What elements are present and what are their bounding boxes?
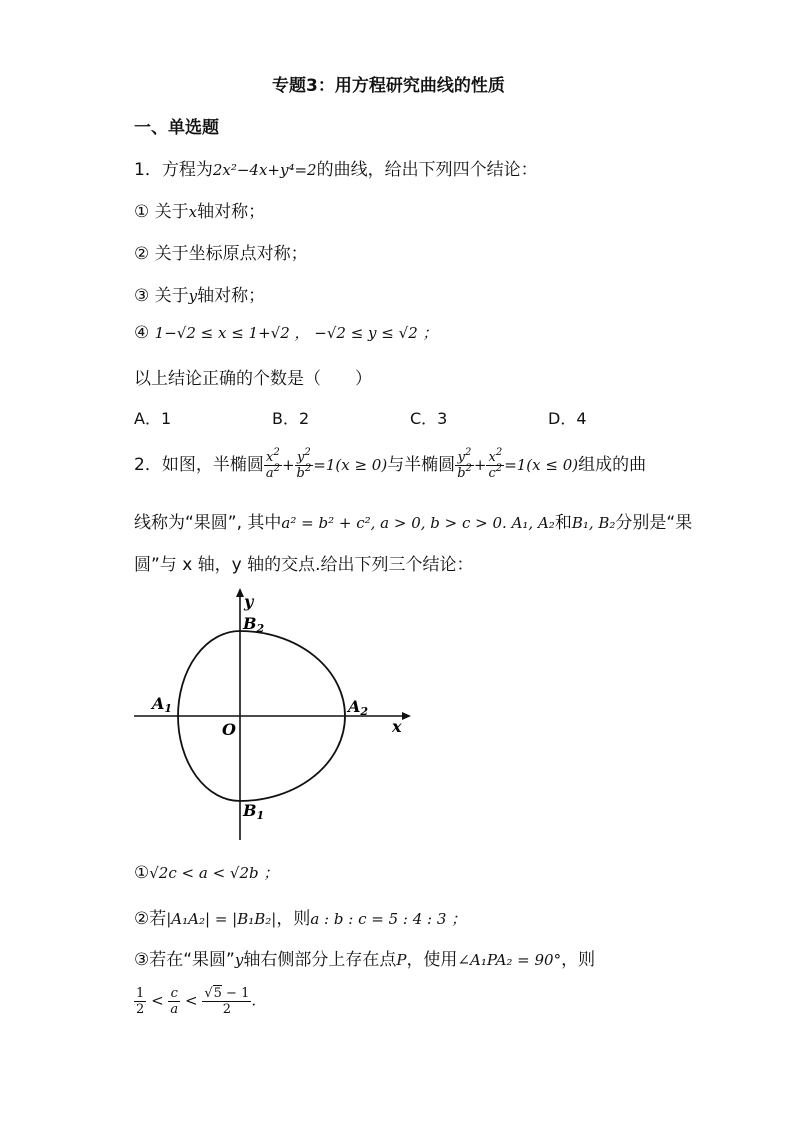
page-title: 专题3：用方程研究曲线的性质 bbox=[272, 76, 505, 96]
q2-c3-var: y bbox=[234, 951, 244, 969]
q2-c3-text-d: ，则 bbox=[561, 950, 596, 970]
frac-c-a: $\frac{c}{a}$ bbox=[170, 986, 179, 1017]
q1-s3-var: y bbox=[188, 287, 198, 305]
q2-line-1: 2．如图，半椭圆 $\frac{x^2}{a^2}$ + $\frac{y^2}{b^2}$ =1(x ≥ 0)与半椭圆 $\frac{y^2}{b^2}$ + $\frac{x^2}{c^2}$ =1(x ≤ 0)组成的曲 bbox=[134, 446, 647, 481]
q2-c2-math2: a : b : c = 5 : 4 : 3 ； bbox=[310, 910, 467, 928]
q1-statement-1 bbox=[134, 197, 265, 222]
option-c[interactable]: C．3 bbox=[410, 409, 448, 428]
frac-y2-b2: $\frac{y^2}{b^2}$ bbox=[296, 446, 312, 481]
q2-c2-mark: ②若 bbox=[134, 909, 167, 929]
frac-y2-b2-b: $\frac{y^2}{b^2}$ bbox=[457, 446, 472, 481]
q2-c3-text-b: 轴右侧部分上存在点 bbox=[243, 950, 397, 970]
q1-equation: 2x²−4x+y⁴=2 bbox=[212, 161, 317, 179]
q2-c3-text-c: ，使用 bbox=[406, 950, 458, 970]
q1-stem-pre: 方程为 bbox=[161, 160, 213, 180]
q2-conclusion-3 bbox=[134, 945, 595, 970]
option-b[interactable]: B．2 bbox=[272, 409, 310, 428]
section-heading: 一、单选题 bbox=[134, 118, 219, 138]
q2-line-2 bbox=[134, 508, 692, 533]
label-y: y bbox=[244, 592, 254, 611]
q2-line2-e: 分别是“果 bbox=[615, 513, 693, 533]
option-a[interactable]: A．1 bbox=[134, 409, 172, 428]
y-axis-arrow-icon bbox=[236, 588, 244, 597]
x-axis-arrow-icon bbox=[402, 712, 411, 720]
q1-s1-text-b: 轴对称； bbox=[197, 202, 266, 222]
fruit-circle-figure bbox=[130, 585, 415, 847]
q1-s4-math: 1−√2 ≤ x ≤ 1+√2 ， −√2 ≤ y ≤ √2 ； bbox=[154, 324, 438, 342]
circled-2: ② bbox=[134, 244, 150, 264]
q1-s3-text-a: 关于 bbox=[154, 286, 189, 306]
q1-s2-text: 关于坐标原点对称； bbox=[154, 244, 308, 264]
q2-line2-b: . A₁, A₂ bbox=[502, 514, 555, 532]
q2-number: 2． bbox=[134, 455, 162, 475]
q2-cond-1: =1(x ≥ 0) bbox=[313, 456, 388, 474]
q2-conclusion-3-inequality: $\frac{1}{2}$ < $\frac{c}{a}$ < $\frac{√5 - 1}{2}$ . bbox=[136, 986, 257, 1017]
q2-c2-math: |A₁A₂| = |B₁B₂| bbox=[166, 910, 277, 928]
q2-c2-text: ，则 bbox=[276, 909, 311, 929]
q1-statement-2 bbox=[134, 239, 308, 264]
frac-x2-c2: $\frac{x^2}{c^2}$ bbox=[488, 446, 503, 481]
q2-c3-mark: ③若在“果圆” bbox=[134, 950, 235, 970]
circled-4: ④ bbox=[134, 323, 150, 343]
q2-line1-a: 如图，半椭圆 bbox=[161, 455, 264, 475]
circled-1: ① bbox=[134, 202, 150, 222]
q1-stem bbox=[134, 155, 538, 180]
frac-sqrt5-minus-1-over-2: $\frac{√5 - 1}{2}$ bbox=[204, 986, 250, 1017]
label-b2: B2 bbox=[243, 614, 265, 635]
label-a1: A1 bbox=[152, 694, 173, 715]
q2-line2-d: B₁, B₂ bbox=[571, 514, 616, 532]
q1-s1-text-a: 关于 bbox=[154, 202, 189, 222]
q2-line2-math: a² = b² + c², a > 0, b > c > 0 bbox=[281, 514, 503, 532]
q2-c3-math: ∠A₁PA₂ = 90° bbox=[457, 951, 562, 969]
label-a2: A2 bbox=[348, 697, 369, 718]
q2-c1-mark: ① bbox=[134, 863, 150, 883]
q1-number: 1． bbox=[134, 160, 162, 180]
q1-statement-3 bbox=[134, 281, 265, 306]
q2-conclusion-1 bbox=[134, 862, 278, 883]
q2-conclusion-2 bbox=[134, 904, 466, 929]
q2-line1-b: 与半椭圆 bbox=[387, 455, 456, 475]
frac-1-2: $\frac{1}{2}$ bbox=[136, 986, 145, 1017]
label-origin: O bbox=[222, 720, 236, 739]
option-d[interactable]: D．4 bbox=[548, 409, 587, 428]
q2-line-3: 圆”与 x 轴，y 轴的交点.给出下列三个结论： bbox=[134, 555, 474, 575]
q1-ask: 以上结论正确的个数是（ ） bbox=[134, 369, 372, 389]
q2-c1-math: √2c < a < √2b ； bbox=[149, 864, 279, 882]
circled-3: ③ bbox=[134, 286, 150, 306]
q2-line2-a: 线称为“果圆”, 其中 bbox=[134, 513, 282, 533]
q1-s1-var: x bbox=[188, 203, 198, 221]
q2-cond-2: =1(x ≤ 0) bbox=[504, 456, 579, 474]
q1-s3-text-b: 轴对称； bbox=[197, 286, 266, 306]
q2-line1-c: 组成的曲 bbox=[578, 455, 647, 475]
q2-c3-tail: . bbox=[251, 991, 257, 1010]
frac-x2-a2: $\frac{x^2}{a^2}$ bbox=[265, 446, 280, 481]
q1-statement-4 bbox=[134, 322, 438, 343]
label-x: x bbox=[392, 717, 402, 736]
q1-stem-post: 的曲线，给出下列四个结论： bbox=[316, 160, 538, 180]
q2-c3-p: P bbox=[396, 951, 407, 969]
q2-line2-c: 和 bbox=[554, 513, 572, 533]
label-b1: B1 bbox=[243, 801, 265, 822]
